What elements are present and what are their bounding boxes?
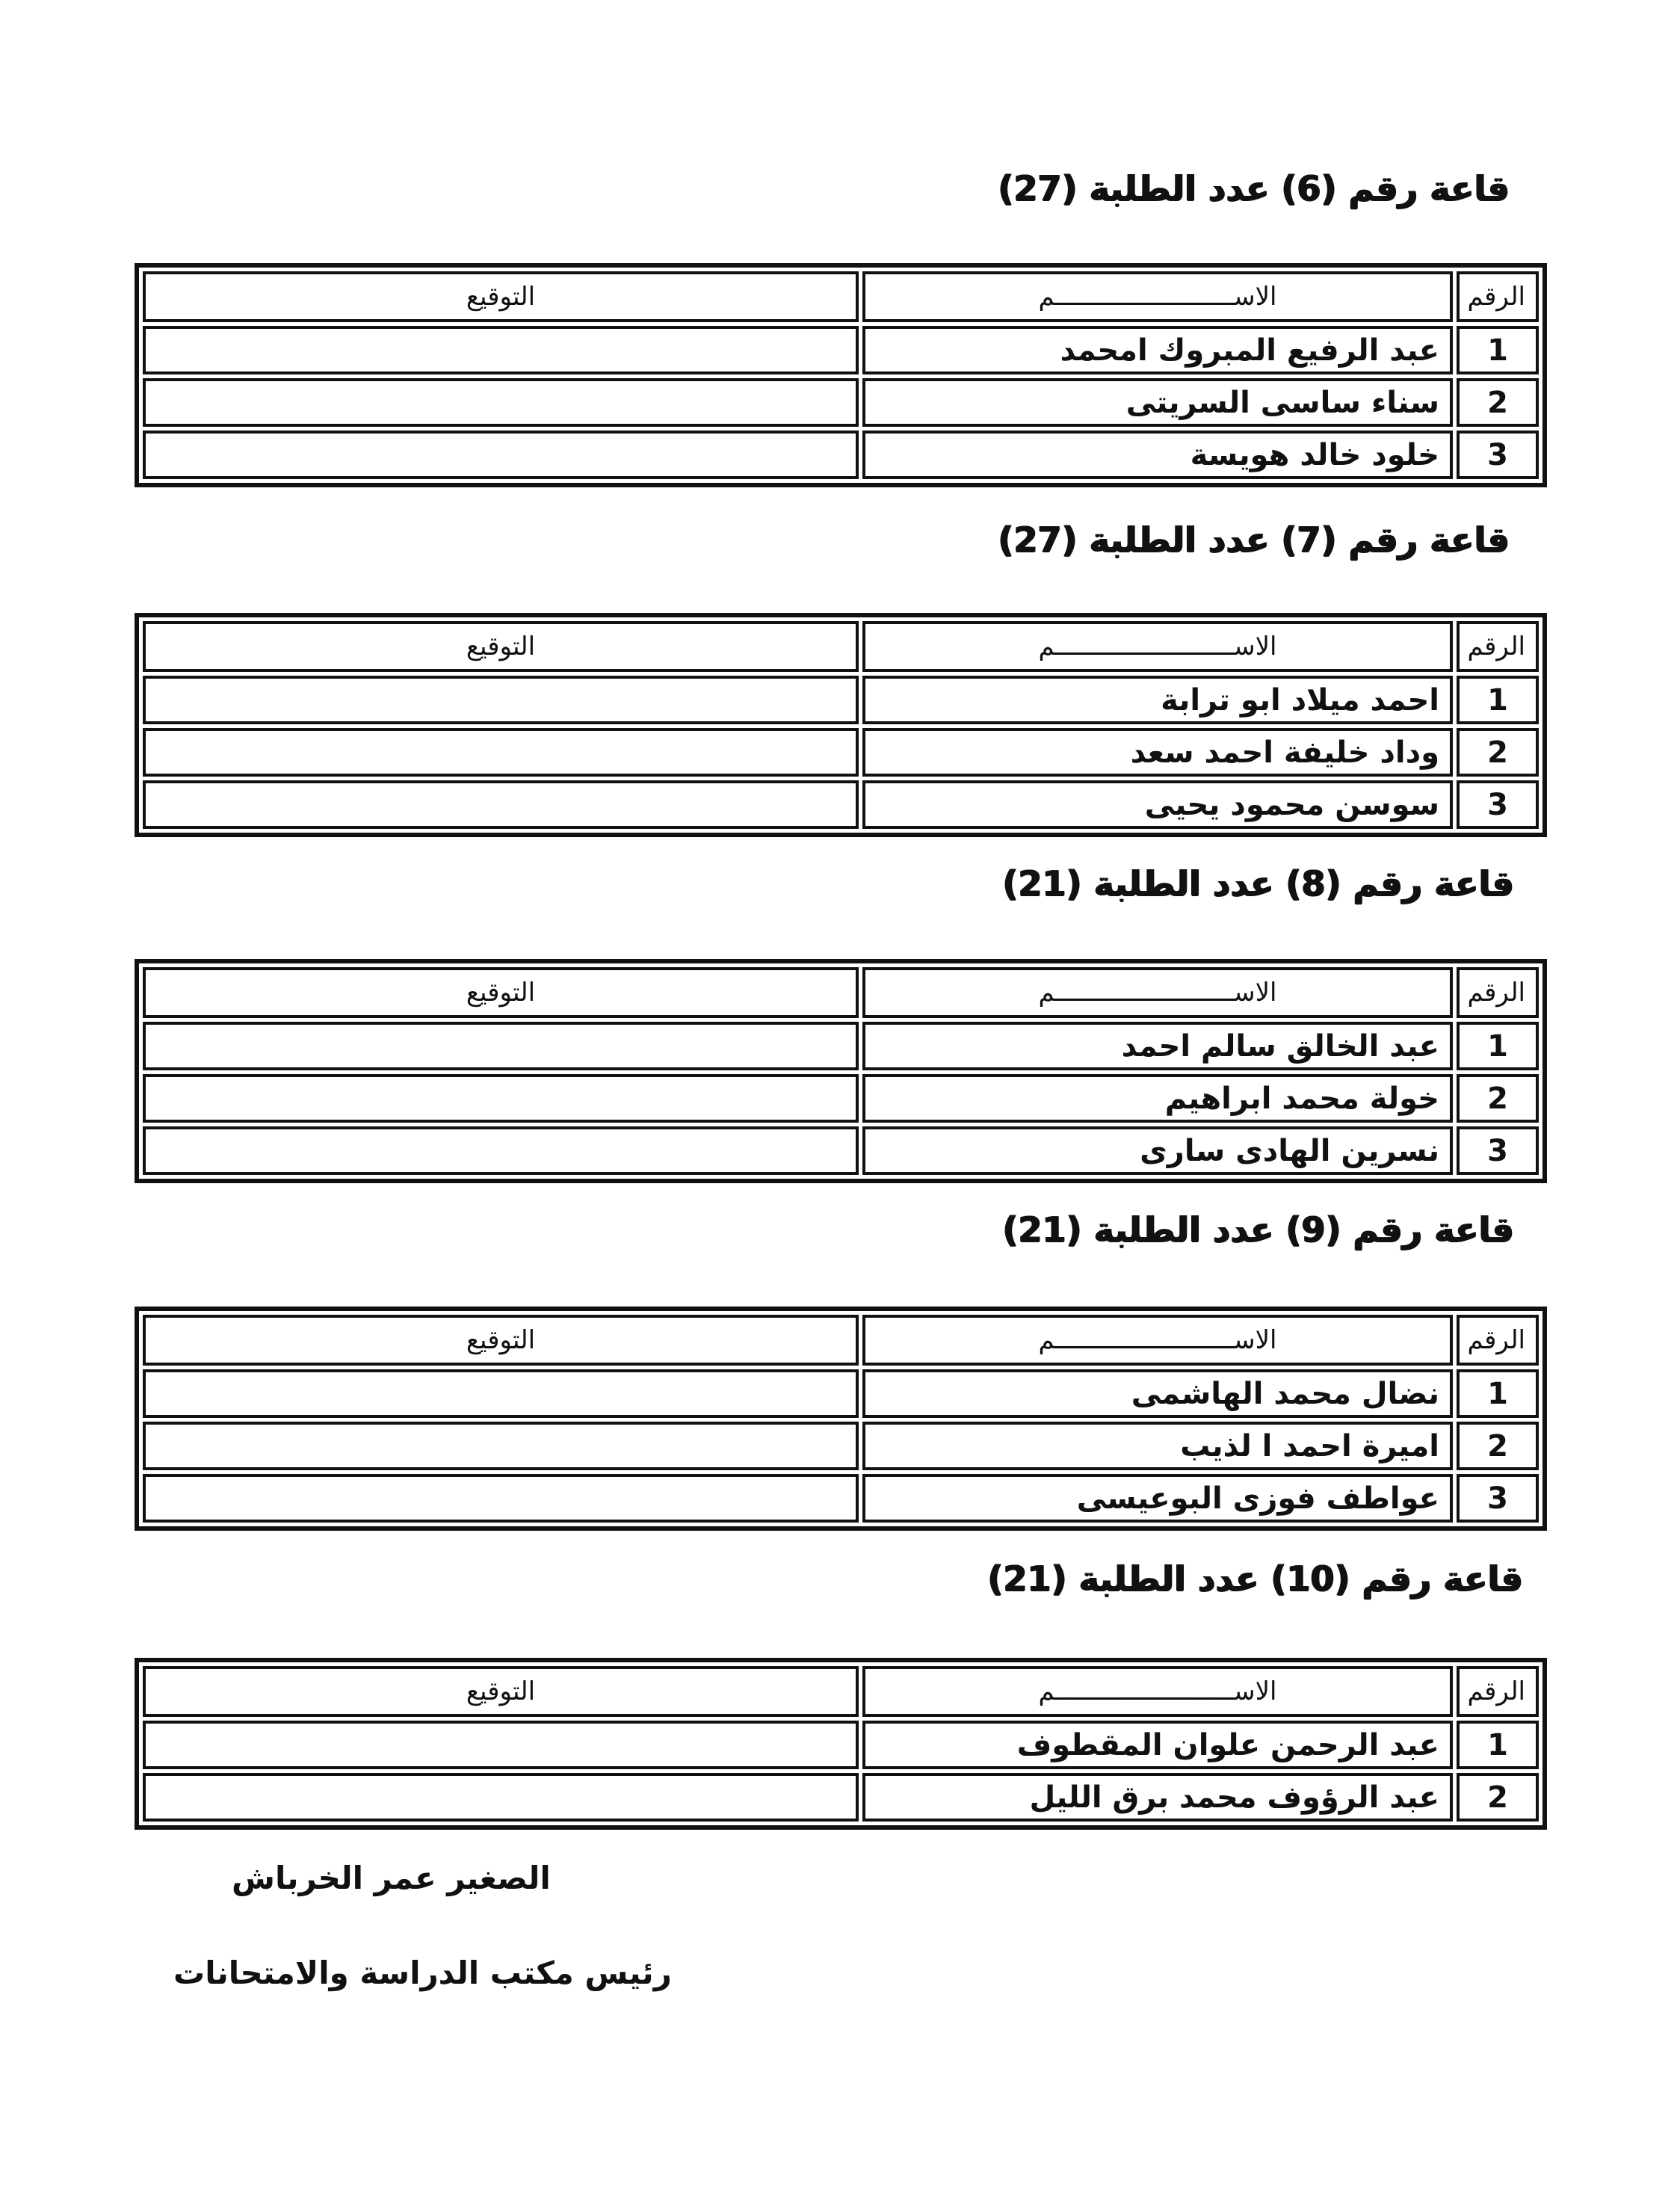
column-header-signature: التوقيع (143, 621, 859, 672)
student-name: اميرة احمد ا لذيب (862, 1422, 1453, 1470)
signature-cell (143, 326, 859, 374)
table-row (143, 1773, 1539, 1822)
student-name: سوسن محمود يحيى (862, 780, 1453, 829)
column-header-name: الاســــــــــــــــــــــــم (862, 967, 1453, 1018)
signature-cell (143, 378, 859, 427)
row-number: 3 (1457, 1474, 1539, 1523)
signatory-name: الصغير عمر الخرباش (232, 1860, 551, 1896)
column-header-number: الرقم (1457, 1315, 1539, 1366)
table-row (143, 1474, 1539, 1523)
row-number: 3 (1457, 431, 1539, 479)
row-number: 1 (1457, 1721, 1539, 1769)
table-header-row (143, 271, 1539, 322)
column-header-number: الرقم (1457, 621, 1539, 672)
room-table (135, 1307, 1547, 1531)
room-title: قاعة رقم (10) عدد الطلبة (21) (987, 1558, 1523, 1599)
student-name: عبد الرفيع المبروك امحمد (862, 326, 1453, 374)
student-name: خلود خالد هويسة (862, 431, 1453, 479)
row-number: 2 (1457, 1422, 1539, 1470)
signature-cell (143, 1721, 859, 1769)
signature-cell (143, 728, 859, 777)
student-name: نسرين الهادى سارى (862, 1126, 1453, 1175)
table-header-row (143, 1666, 1539, 1717)
student-name: عبد الرحمن علوان المقطوف (862, 1721, 1453, 1769)
table-row (143, 1422, 1539, 1470)
room-title: قاعة رقم (6) عدد الطلبة (27) (998, 168, 1510, 209)
table-row (143, 326, 1539, 374)
row-number: 1 (1457, 1369, 1539, 1418)
signature-cell (143, 1022, 859, 1070)
signature-cell (143, 676, 859, 724)
column-header-number: الرقم (1457, 967, 1539, 1018)
column-header-signature: التوقيع (143, 1666, 859, 1717)
table-row (143, 1126, 1539, 1175)
room-table (135, 613, 1547, 837)
row-number: 1 (1457, 326, 1539, 374)
table-header-row (143, 1315, 1539, 1366)
row-number: 2 (1457, 1074, 1539, 1123)
table-row (143, 1721, 1539, 1769)
table-row (143, 378, 1539, 427)
signature-cell (143, 431, 859, 479)
room-title: قاعة رقم (7) عدد الطلبة (27) (998, 519, 1510, 560)
table-row (143, 1369, 1539, 1418)
signature-cell (143, 1074, 859, 1123)
student-name: نضال محمد الهاشمى (862, 1369, 1453, 1418)
signature-cell (143, 780, 859, 829)
room-title: قاعة رقم (9) عدد الطلبة (21) (1002, 1209, 1514, 1250)
row-number: 3 (1457, 1126, 1539, 1175)
column-header-name: الاســــــــــــــــــــــــم (862, 271, 1453, 322)
room-table (135, 1658, 1547, 1830)
signature-cell (143, 1474, 859, 1523)
student-name: عبد الخالق سالم احمد (862, 1022, 1453, 1070)
table-row (143, 676, 1539, 724)
room-table (135, 263, 1547, 487)
row-number: 3 (1457, 780, 1539, 829)
signature-cell (143, 1422, 859, 1470)
table-row (143, 780, 1539, 829)
signatory-title: رئيس مكتب الدراسة والامتحانات (173, 1955, 672, 1991)
student-name: عبد الرؤوف محمد برق الليل (862, 1773, 1453, 1822)
row-number: 2 (1457, 1773, 1539, 1822)
column-header-signature: التوقيع (143, 967, 859, 1018)
column-header-signature: التوقيع (143, 271, 859, 322)
row-number: 2 (1457, 728, 1539, 777)
column-header-name: الاســــــــــــــــــــــــم (862, 1315, 1453, 1366)
table-row (143, 728, 1539, 777)
column-header-number: الرقم (1457, 271, 1539, 322)
signature-cell (143, 1773, 859, 1822)
row-number: 2 (1457, 378, 1539, 427)
table-header-row (143, 621, 1539, 672)
row-number: 1 (1457, 1022, 1539, 1070)
signature-cell (143, 1126, 859, 1175)
student-name: احمد ميلاد ابو ترابة (862, 676, 1453, 724)
student-name: عواطف فوزى البوعيسى (862, 1474, 1453, 1523)
table-header-row (143, 967, 1539, 1018)
table-row (143, 431, 1539, 479)
column-header-name: الاســــــــــــــــــــــــم (862, 621, 1453, 672)
table-row (143, 1074, 1539, 1123)
column-header-signature: التوقيع (143, 1315, 859, 1366)
student-name: سناء ساسى السريتى (862, 378, 1453, 427)
room-title: قاعة رقم (8) عدد الطلبة (21) (1002, 863, 1514, 904)
column-header-name: الاســــــــــــــــــــــــم (862, 1666, 1453, 1717)
room-table (135, 959, 1547, 1183)
signature-cell (143, 1369, 859, 1418)
student-name: وداد خليفة احمد سعد (862, 728, 1453, 777)
column-header-number: الرقم (1457, 1666, 1539, 1717)
row-number: 1 (1457, 676, 1539, 724)
student-name: خولة محمد ابراهيم (862, 1074, 1453, 1123)
table-row (143, 1022, 1539, 1070)
